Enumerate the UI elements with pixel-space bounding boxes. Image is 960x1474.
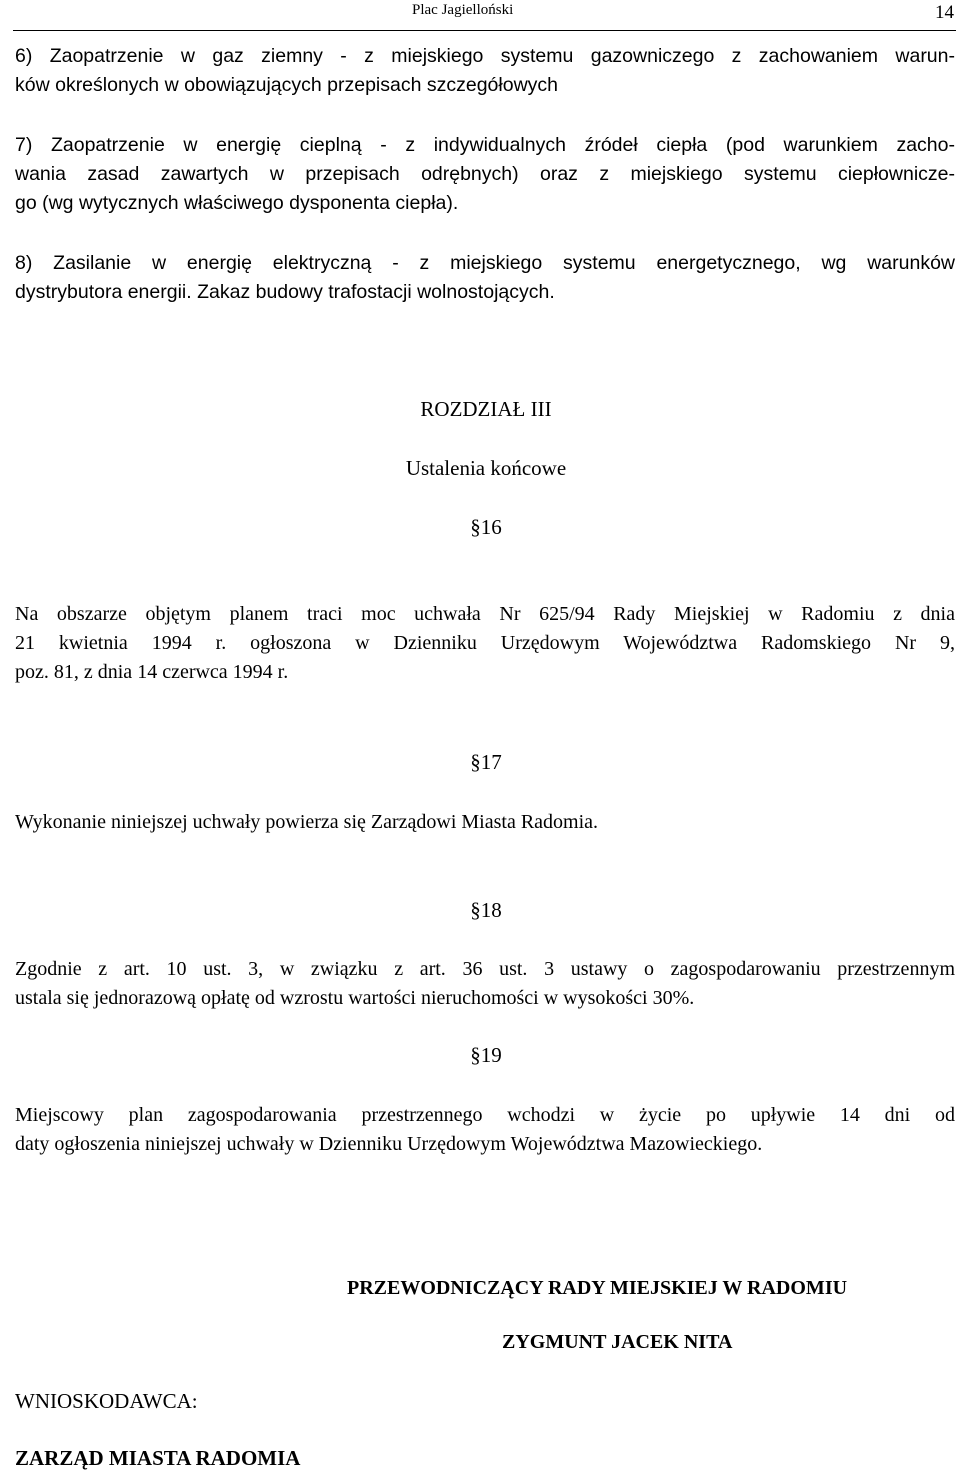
section-16-line-3: poz. 81, z dnia 14 czerwca 1994 r. [15, 661, 289, 683]
section-16-heading: §16 [470, 515, 502, 539]
section-17-heading: §17 [470, 750, 502, 774]
section-19-line-2: daty ogłoszenia niniejszej uchwały w Dzienniku Urzędowym Województwa Mazowieckiego. [15, 1133, 763, 1155]
section-17-line-1: Wykonanie niniejszej uchwały powierza się Zarządowi Miasta Radomia. [15, 811, 599, 833]
section-19-paragraph [15, 1101, 955, 1159]
section-16-line-1: Na obszarze objętym planem traci moc uchwała Nr 625/94 Rady Miejskiej w Radomiu z dnia [15, 603, 955, 625]
section-16-line-2: 21 kwietnia 1994 r. ogłoszona w Dzienniku Urzędowym Województwa Radomskiego Nr 9, [15, 632, 955, 654]
page-number: 14 [935, 2, 954, 23]
item-6-line-2: ków określonych w obowiązujących przepisach szczegółowych [15, 74, 559, 96]
item-7-line-2: wania zasad zawartych w przepisach odrębnych) oraz z miejskiego systemu ciepłownicze- [15, 163, 955, 185]
council-chair-name: ZYGMUNT JACEK NITA [502, 1331, 733, 1353]
header-title: Plac Jagielloński [412, 2, 514, 18]
item-8-line-2: dystrybutora energii. Zakaz budowy trafostacji wolnostojących. [15, 281, 555, 303]
item-7-paragraph [15, 131, 955, 218]
section-18-paragraph [15, 955, 955, 1013]
council-chair-title: PRZEWODNICZĄCY RADY MIEJSKIEJ W RADOMIU [347, 1277, 848, 1299]
applicant-name: ZARZĄD MIASTA RADOMIA [15, 1446, 301, 1470]
item-7-line-1: 7) Zaopatrzenie w energię cieplną - z indywidualnych źródeł ciepła (pod warunkiem zacho- [15, 134, 955, 156]
chapter-subtitle: Ustalenia końcowe [405, 456, 567, 480]
item-6-line-1: 6) Zaopatrzenie w gaz ziemny - z miejskiego systemu gazowniczego z zachowaniem warun- [15, 45, 955, 67]
section-19-line-1: Miejscowy plan zagospodarowania przestrzennego wchodzi w życie po upływie 14 dni od [15, 1104, 955, 1126]
section-19-heading: §19 [470, 1043, 502, 1067]
applicant-label: WNIOSKODAWCA: [15, 1389, 198, 1413]
section-16-paragraph [15, 600, 955, 687]
header-divider [13, 30, 956, 31]
section-17-paragraph [15, 808, 955, 837]
item-8-paragraph [15, 249, 955, 307]
item-7-line-3: go (wg wytycznych właściwego dysponenta ciepła). [15, 192, 459, 214]
section-18-heading: §18 [470, 898, 502, 922]
section-18-line-1: Zgodnie z art. 10 ust. 3, w związku z art. 36 ust. 3 ustawy o zagospodarowaniu przestrzennym [15, 958, 955, 980]
item-8-line-1: 8) Zasilanie w energię elektryczną - z miejskiego systemu energetycznego, wg warunków [15, 252, 955, 274]
section-18-line-2: ustala się jednorazową opłatę od wzrostu wartości nieruchomości w wysokości 30%. [15, 987, 695, 1009]
chapter-title: ROZDZIAŁ III [420, 397, 552, 421]
item-6-paragraph [15, 42, 955, 100]
